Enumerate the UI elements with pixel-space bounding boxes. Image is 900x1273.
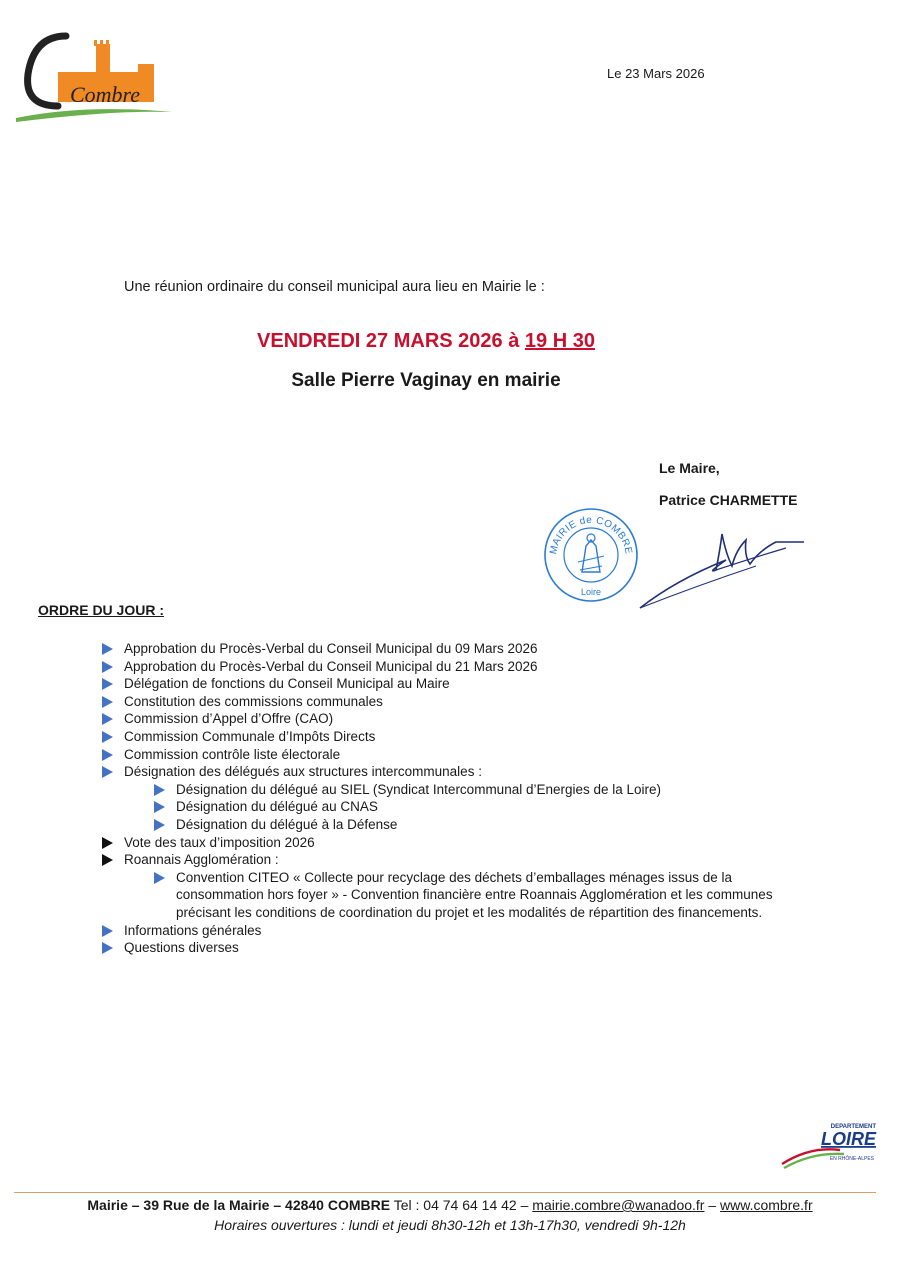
agenda-item: Délégation de fonctions du Conseil Municipal au Maire — [102, 675, 842, 693]
triangle-bullet-icon — [102, 643, 113, 655]
stamp-top-text: MAIRIE de COMBRE — [548, 514, 634, 556]
agenda-item: Roannais Agglomération : — [102, 851, 842, 869]
agenda-list — [102, 640, 842, 957]
agenda-item: Constitution des commissions communales — [102, 693, 842, 711]
signatory-title: Le Maire, — [659, 460, 720, 476]
meeting-day: VENDREDI 27 MARS 2026 à — [257, 330, 525, 352]
agenda-item: Commission d’Appel d’Offre (CAO) — [102, 710, 842, 728]
meeting-intro: Une réunion ordinaire du conseil municipal aura lieu en Mairie le : — [124, 279, 545, 295]
triangle-bullet-icon — [154, 801, 165, 813]
combre-logo — [14, 26, 174, 122]
triangle-bullet-icon — [102, 661, 113, 673]
loire-name: LOIRE — [820, 1129, 876, 1149]
agenda-item: Questions diverses — [102, 939, 842, 957]
footer-email-link[interactable]: mairie.combre@wanadoo.fr — [532, 1197, 705, 1213]
agenda-item: Commission contrôle liste électorale — [102, 746, 842, 764]
triangle-bullet-icon — [102, 942, 113, 954]
triangle-bullet-icon — [102, 713, 113, 725]
agenda-item: Approbation du Procès-Verbal du Conseil Municipal du 21 Mars 2026 — [102, 658, 842, 676]
meeting-datetime — [0, 330, 852, 353]
footer-tel: Tel : 04 74 64 14 42 – — [390, 1197, 533, 1213]
triangle-bullet-icon — [102, 837, 113, 849]
footer-address: Mairie – 39 Rue de la Mairie – 42840 COMBRE — [87, 1197, 391, 1213]
loire-department-logo — [780, 1118, 880, 1170]
loire-top-text: DEPARTEMENT — [830, 1124, 876, 1130]
footer-divider — [14, 1192, 876, 1193]
agenda-item: Désignation des délégués aux structures intercommunales : — [102, 763, 842, 781]
footer-hours: Horaires ouvertures : lundi et jeudi 8h30-12h et 13h-17h30, vendredi 9h-12h — [214, 1217, 686, 1233]
meeting-time: 19 H 30 — [524, 330, 595, 352]
footer-contact — [0, 1197, 900, 1213]
triangle-bullet-icon — [102, 854, 113, 866]
agenda-subitem: Désignation du délégué à la Défense — [154, 816, 842, 834]
agenda-subitem: Désignation du délégué au SIEL (Syndicat Intercommunal d’Energies de la Loire) — [154, 781, 842, 799]
signatory-name: Patrice CHARMETTE — [659, 492, 798, 508]
stamp-bottom-text: Loire — [580, 587, 602, 597]
mayor-signature — [636, 520, 806, 612]
loire-bottom-text: EN RHÔNE-ALPES — [829, 1156, 874, 1162]
agenda-subitem: Convention CITEO « Collecte pour recyclage des déchets d’emballages ménages issus de la consommation hors foyer » - Convention financière entre Roannais Agglomération et les communes précisant les conditions de coordination du projet et les modalités de répartition des financements. — [154, 869, 816, 922]
agenda-item: Vote des taux d’imposition 2026 — [102, 834, 842, 852]
logo-text: Combre — [70, 82, 141, 107]
triangle-bullet-icon — [102, 749, 113, 761]
meeting-venue: Salle Pierre Vaginay en mairie — [291, 370, 561, 391]
agenda-item: Commission Communale d’Impôts Directs — [102, 728, 842, 746]
document-date: Le 23 Mars 2026 — [607, 66, 705, 81]
triangle-bullet-icon — [102, 766, 113, 778]
footer-website-link[interactable]: www.combre.fr — [720, 1197, 813, 1213]
agenda-subitem: Désignation du délégué au CNAS — [154, 798, 842, 816]
triangle-bullet-icon — [154, 784, 165, 796]
triangle-bullet-icon — [102, 696, 113, 708]
mairie-stamp — [542, 506, 640, 604]
triangle-bullet-icon — [154, 872, 165, 884]
agenda-item: Approbation du Procès-Verbal du Conseil Municipal du 09 Mars 2026 — [102, 640, 842, 658]
footer-separator: – — [704, 1197, 721, 1213]
triangle-bullet-icon — [154, 819, 165, 831]
triangle-bullet-icon — [102, 678, 113, 690]
triangle-bullet-icon — [102, 925, 113, 937]
triangle-bullet-icon — [102, 731, 113, 743]
agenda-item: Informations générales — [102, 922, 842, 940]
agenda-title: ORDRE DU JOUR : — [38, 602, 165, 618]
